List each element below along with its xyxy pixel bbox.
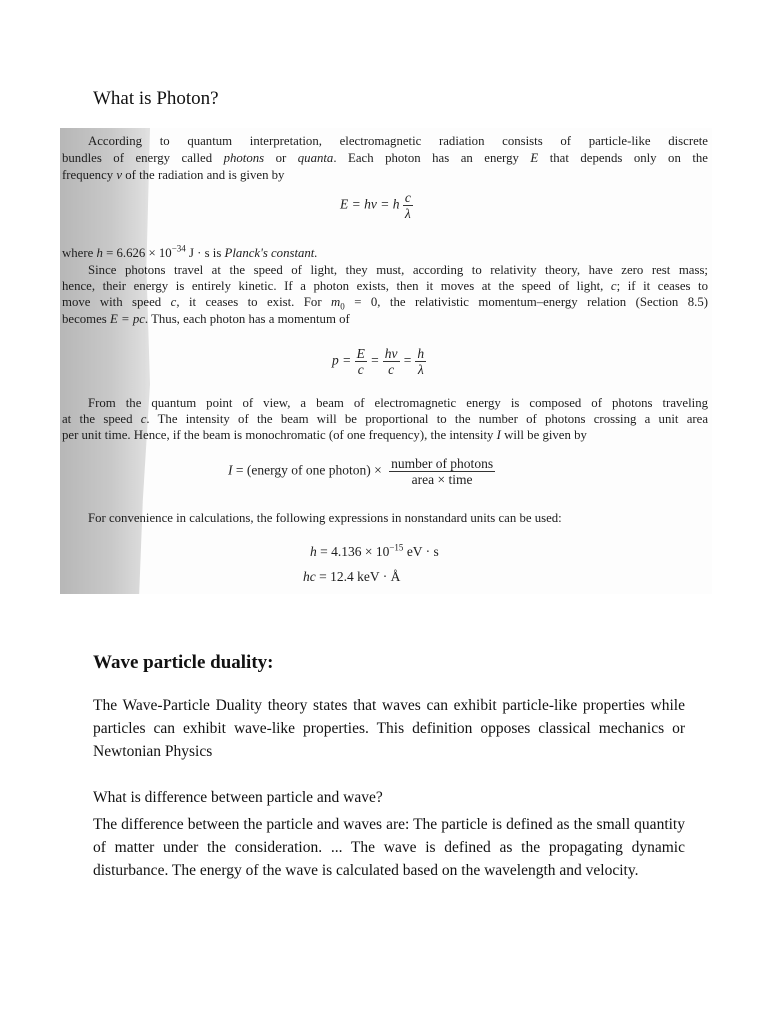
equation-photon-momentum: p = $\frac{E}{c}$ = $\frac{h\nu}{c}$ = $\frac{h}{\lambda}$ <box>332 346 425 377</box>
page-title: What is Photon? <box>93 88 219 109</box>
scan-line-7: move with speed c, it ceases to exist. For $m_0 = 0$, the relativistic momentum–energy relation (Section 8.5) <box>62 295 708 312</box>
scan-line-3: frequency ν of the radiation and is given by <box>62 168 285 182</box>
scan-text-block <box>60 128 712 594</box>
duality-paragraph: The Wave-Particle Duality theory states that waves can exhibit particle-like properties while particles can exhibit wave-like properties. This definition opposes classical mechanics or Newtonian Physics <box>93 697 685 761</box>
scan-line-10: at the speed c. The intensity of the beam will be proportional to the number of photons crossing a unit area <box>62 412 709 426</box>
difference-paragraph: The difference between the particle and waves are: The particle is defined as the small quantity of matter under the consideration. ... The wave is defined as the propagating dynamic disturbance. The energy of the wave is calculated based on the wavelength and velocity. <box>93 816 685 880</box>
section-title: Wave particle duality: <box>93 652 274 673</box>
scan-line-11: per unit time. Hence, if the beam is monochromatic (of one frequency), the intensity I will be given by <box>62 428 587 442</box>
question-line: What is difference between particle and wave? <box>93 789 383 806</box>
equation-planck-ev: $h = 4.136 \times 10^{-15}$ eV · s <box>310 542 439 559</box>
scan-line-9: From the quantum point of view, a beam of electromagnetic energy is composed of photons traveling <box>88 396 708 410</box>
scan-line-12: For convenience in calculations, the following expressions in nonstandard units can be used: <box>88 511 562 525</box>
scan-line-1: According to quantum interpretation, electromagnetic radiation consists of particle-like discrete <box>88 134 708 148</box>
equation-intensity: I = (energy of one photon) × $\frac{\text{number of photons}}{\text{area × time}}$ <box>228 456 494 487</box>
equation-hc-kev: hc = 12.4 keV · Å <box>303 569 401 584</box>
scan-line-6: hence, their energy is entirely kinetic. If a photon exists, then it moves at the speed of light, c; if it ceases to <box>62 279 708 293</box>
scanned-textbook-excerpt <box>60 128 712 594</box>
planck-constant-line: where $h = 6.626 \times 10^{-34}$ J · s is Planck's constant. <box>62 243 318 260</box>
scan-line-2: bundles of energy called photons or quanta. Each photon has an energy E that depends only on the <box>62 151 708 165</box>
equation-photon-energy: E = hν = h $\frac{c}{\lambda}$ <box>340 190 411 221</box>
scan-line-5: Since photons travel at the speed of light, they must, according to relativity theory, have zero rest mass; <box>88 263 708 277</box>
scan-line-8: becomes E = pc. Thus, each photon has a momentum of <box>62 312 350 326</box>
